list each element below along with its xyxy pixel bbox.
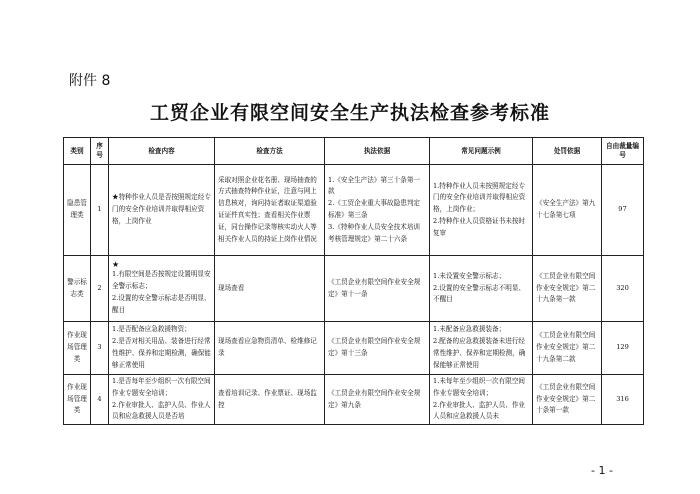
basis-text: 《工贸企业有限空间作业安全规定》第十一条 — [328, 277, 421, 298]
cell-category: 作业现场管理类 — [64, 375, 91, 425]
table-row — [64, 322, 644, 375]
problems-text: 1.未设置安全警示标志； 2.设置的安全警示标志不明显、不醒目 — [433, 271, 526, 304]
table-row — [64, 375, 644, 425]
cell-method — [215, 256, 325, 322]
cell-content — [109, 375, 215, 425]
header-method: 检查方法 — [215, 138, 325, 165]
cell-code: 316 — [602, 375, 644, 425]
table-header-row — [64, 138, 644, 165]
cell-category: 隐患管理类 — [64, 165, 91, 256]
cell-content — [109, 256, 215, 322]
star-mark: ★ — [112, 260, 120, 270]
table-row — [64, 165, 644, 256]
problems-text: 1.未每年至少组织一次有限空间作业专题安全培训； 2.作业审批人、监护人员、作业人员和应急救援人员未 — [433, 377, 526, 421]
cell-content — [109, 322, 215, 375]
basis-text: 《工贸企业有限空间作业安全规定》第九条 — [328, 388, 421, 409]
document-title: 工贸企业有限空间安全生产执法检查参考标准 — [149, 102, 550, 124]
cell-seq: 3 — [91, 322, 109, 375]
content-text: ★特种作业人员是否按照规定经专门的安全作业培训并取得相应资格，上岗作业 — [112, 193, 211, 225]
header-content: 检查内容 — [109, 138, 215, 165]
cell-seq: 4 — [91, 375, 109, 425]
header-seq: 序号 — [91, 138, 109, 165]
cell-penalty — [533, 256, 602, 322]
cell-penalty — [533, 165, 602, 256]
standards-table — [63, 137, 644, 425]
method-text: 采取对照企业花名册、现场抽查的方式抽查特种作业证，注意与网上信息核对，询问持证者取证渠道验证证件真实性；查看相关作业票证，同台操作记录等核实动火人等相关作业人员的持证上岗作业情况 — [218, 175, 317, 243]
content-text: 1.是否配备应急救援物资； 2.是否对相关用品、装备进行经常性维护、保养和定期检测，确保能够正常使用 — [112, 325, 211, 369]
cell-category: 作业现场管理类 — [64, 322, 91, 375]
cell-method — [215, 165, 325, 256]
cell-seq: 1 — [91, 165, 109, 256]
cell-basis — [325, 322, 430, 375]
header-code: 自由裁量编号 — [602, 138, 644, 165]
problems-text: 1.未配备应急救援装备； 2.配备的应急救援装备未进行经常性维护、保养和定期检测，确保能够正常使用 — [433, 325, 526, 369]
cell-problems — [430, 256, 533, 322]
cell-category: 警示标志类 — [64, 256, 91, 322]
penalty-text: 《工贸企业有限空间作业安全规定》第二十条第一款 — [536, 382, 596, 415]
header-category: 类别 — [64, 138, 91, 165]
cell-penalty — [533, 375, 602, 425]
cell-code: 129 — [602, 322, 644, 375]
cell-problems — [430, 375, 533, 425]
penalty-text: 《安全生产法》第九十七条第七项 — [536, 199, 596, 219]
cell-problems — [430, 322, 533, 375]
cell-basis — [325, 375, 430, 425]
content-text: 1.是否每年至少组织一次有限空间作业专题安全培训； 2.作业审批人、监护人员、作业人员和应急救援人员是否培 — [112, 377, 211, 421]
table-row — [64, 256, 644, 322]
header-problems: 常见问题示例 — [430, 138, 533, 165]
header-basis: 执法依据 — [325, 138, 430, 165]
cell-problems — [430, 165, 533, 256]
method-text: 查看培训记录、作业票证、现场监控 — [218, 388, 317, 409]
content-text: 1.有限空间是否按规定设置明显安全警示标志； 2.设置的安全警示标志是否明显、醒目 — [112, 270, 211, 314]
cell-basis — [325, 165, 430, 256]
penalty-text: 《工贸企业有限空间作业安全规定》第二十九条第一款 — [536, 271, 596, 304]
cell-content — [109, 165, 215, 256]
attachment-label: 附件 8 — [69, 73, 111, 89]
cell-method — [215, 322, 325, 375]
cell-penalty — [533, 322, 602, 375]
basis-text: 1.《安全生产法》第三十条第一款 2.《工贸企业重大事故隐患判定标准》第三条 3.《特种作业人员安全技术培训考核管理规定》第二十六条 — [328, 175, 421, 243]
basis-text: 《工贸企业有限空间作业安全规定》第十三条 — [328, 337, 421, 357]
problems-text: 1.特种作业人员未按照规定经专门的安全作业培训并取得相应资格，上岗作业； 2.特种作业人员资格证书未按时复审 — [433, 181, 526, 237]
header-penalty: 处罚依据 — [533, 138, 602, 165]
cell-basis — [325, 256, 430, 322]
cell-code: 97 — [602, 165, 644, 256]
page-number: - 1 - — [591, 464, 613, 477]
penalty-text: 《工贸企业有限空间作业安全规定》第二十九条第二款 — [536, 331, 596, 363]
cell-method — [215, 375, 325, 425]
method-text: 现场查看应急物资清单、检维修记录 — [218, 337, 317, 357]
cell-code: 320 — [602, 256, 644, 322]
cell-seq: 2 — [91, 256, 109, 322]
method-text: 现场查看 — [218, 283, 245, 292]
